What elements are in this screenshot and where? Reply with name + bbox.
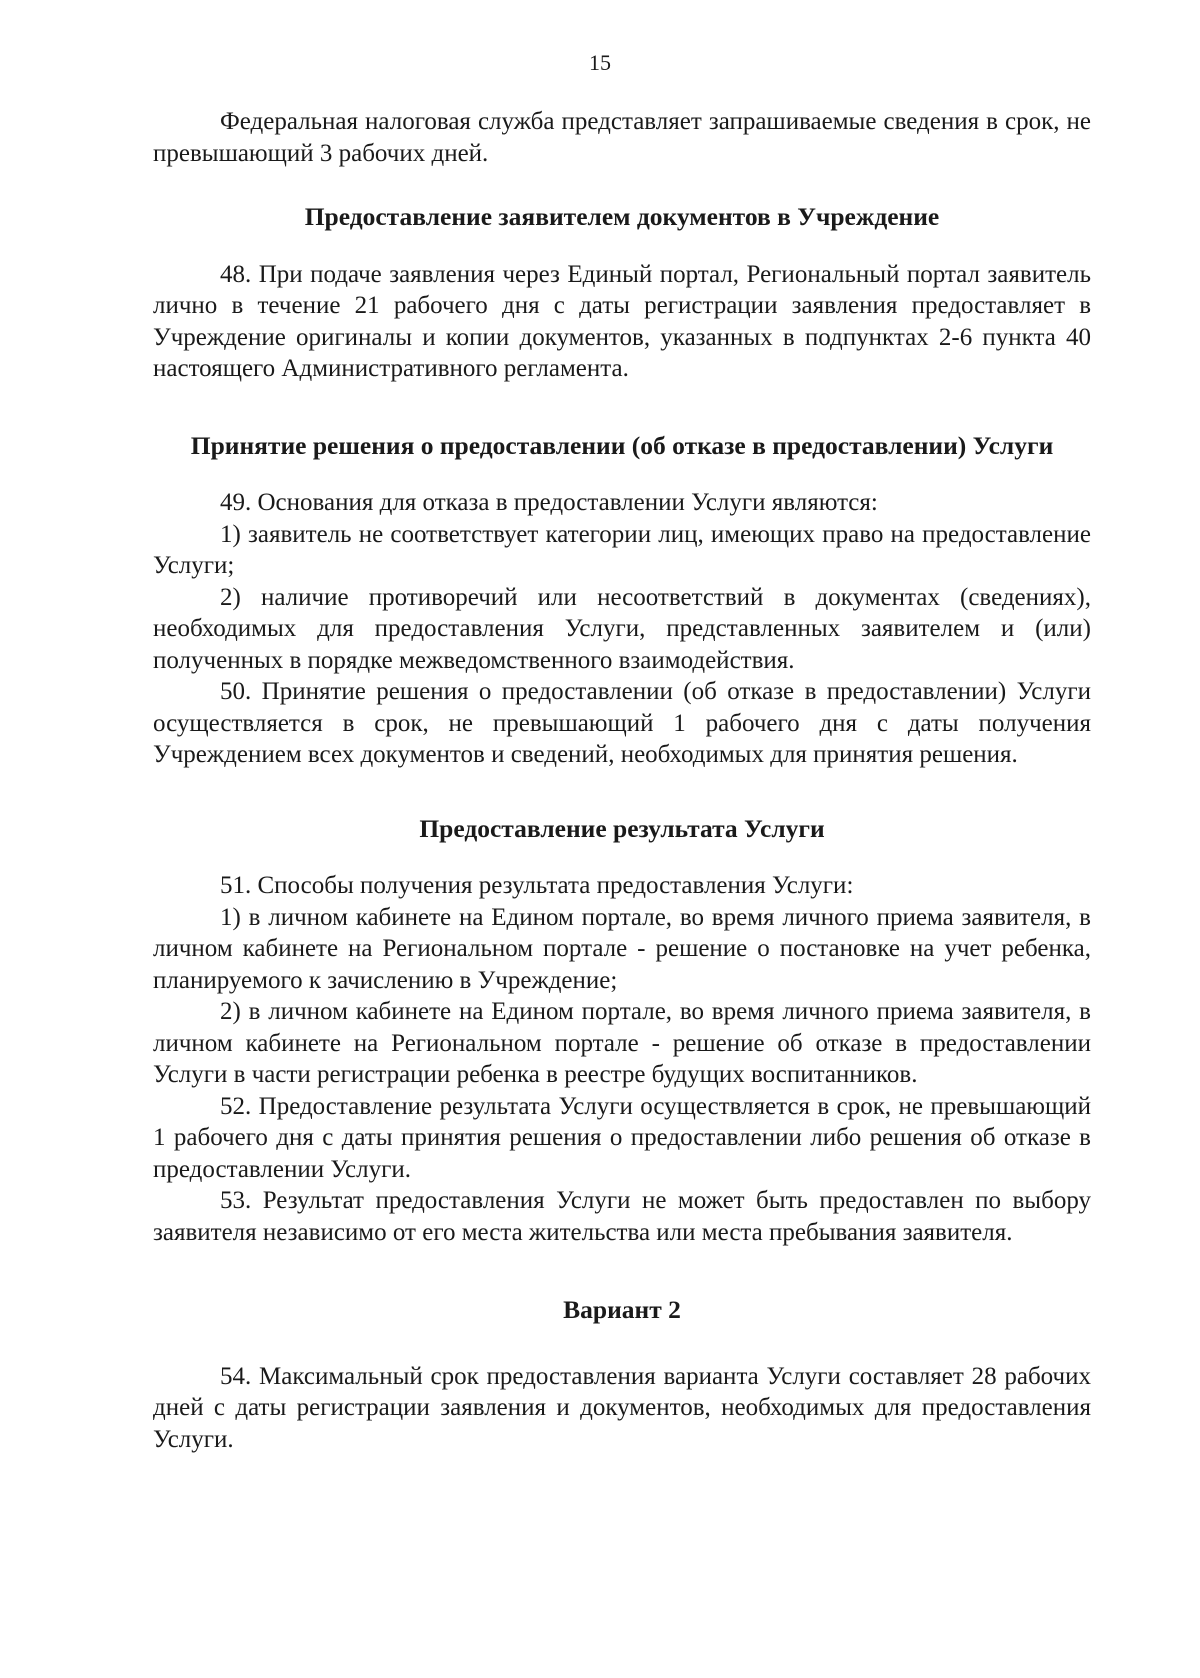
paragraph-49-item-1: 1) заявитель не соответствует категории лиц, имеющих право на предоставление Услуги; [153,520,1091,579]
section-heading-decision: Принятие решения о предоставлении (об отказе в предоставлении) Услуги [190,430,1054,460]
paragraph-49-item-2: 2) наличие противоречий или несоответствий в документах (сведениях), необходимых для предоставления Услуги, представленных заявителем и (или) полученных в порядке межведомственного взаимодействия. [153,583,1091,674]
paragraph-52: 52. Предоставление результата Услуги осуществляется в срок, не превышающий 1 рабочего дня с даты принятия решения о предоставлении либо решения об отказе в предоставлении Услуги. [153,1092,1091,1183]
section-heading-result: Предоставление результата Услуги [419,813,825,843]
paragraph-48: 48. При подаче заявления через Единый портал, Региональный портал заявитель лично в течение 21 рабочего дня с даты регистрации заявления предоставляет в Учреждение оригиналы и копии документов, указанных в подпунктах 2-6 пункта 40 настоящего Административного регламента. [153,260,1091,382]
section-heading-variant-2: Вариант 2 [563,1295,681,1324]
paragraph-49: 49. Основания для отказа в предоставлении Услуги являются: [220,489,878,516]
paragraph-51-item-1: 1) в личном кабинете на Едином портале, во время личного приема заявителя, в личном кабинете на Региональном портале - решение о постановке на учет ребенка, планируемого к зачислению в Учреждение; [153,903,1091,994]
paragraph-51-item-2: 2) в личном кабинете на Едином портале, во время личного приема заявителя, в личном кабинете на Региональном портале - решение об отказе в предоставлении Услуги в части регистрации ребенка в реестре будущих воспитанников. [153,998,1091,1088]
page-number: 15 [589,50,611,75]
paragraph-50: 50. Принятие решения о предоставлении (об отказе в предоставлении) Услуги осуществляется в срок, не превышающий 1 рабочего дня с даты получения Учреждением всех документов и сведений, необходимых для принятия решения. [153,678,1091,768]
paragraph-51: 51. Способы получения результата предоставления Услуги: [220,872,854,899]
document-body [153,106,1091,1455]
section-heading-documents: Предоставление заявителем документов в Учреждение [304,202,940,231]
paragraph-intro: Федеральная налоговая служба представляет запрашиваемые сведения в срок, не превышающий 3 рабочих дней. [153,108,1091,167]
paragraph-53: 53. Результат предоставления Услуги не может быть предоставлен по выбору заявителя независимо от его места жительства или места пребывания заявителя. [153,1187,1091,1246]
paragraph-54: 54. Максимальный срок предоставления варианта Услуги составляет 28 рабочих дней с даты регистрации заявления и документов, необходимых для предоставления Услуги. [153,1362,1091,1453]
